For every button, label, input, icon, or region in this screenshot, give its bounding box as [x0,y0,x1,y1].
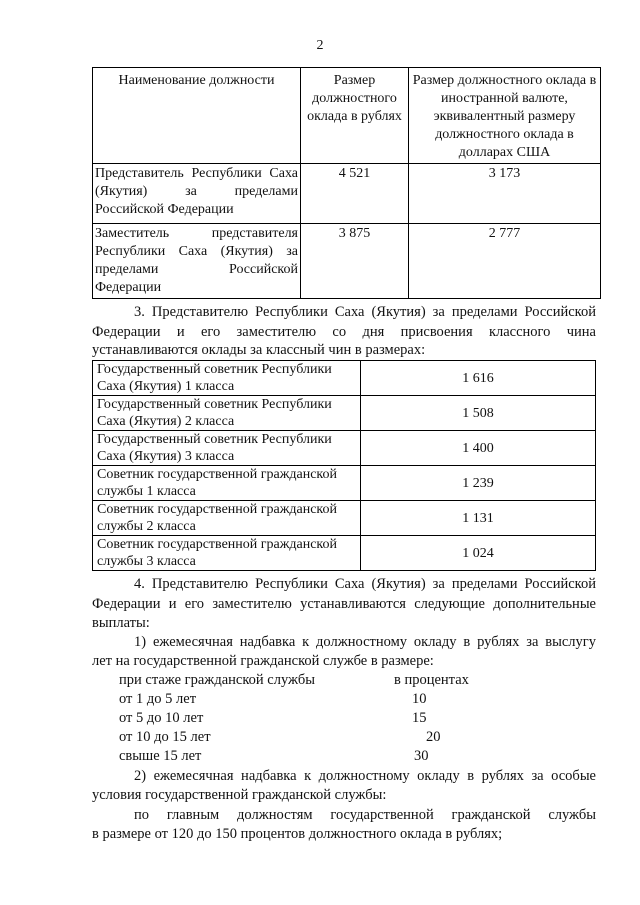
rank-value: 1 239 [361,466,596,501]
item-1-line-2: лет на государственной гражданской службе в размере: [92,653,434,669]
header-rub: Размер должностного оклада в рублях [301,68,409,164]
page-number: 2 [316,38,324,53]
table-row [93,396,596,431]
salary-usd: 3 173 [409,164,601,224]
table-row [93,164,601,224]
rank-name: Советник государственной гражданской службы 1 класса [93,466,361,501]
paragraph-3-line-3: устанавливаются оклады за классный чин в размерах: [92,342,426,358]
table-row [93,361,596,396]
seniority-range: свыше 15 лет [119,748,202,764]
rank-value: 1 616 [361,361,596,396]
header-usd: Размер должностного оклада в иностранной валюте, эквивалентный размеру должностного оклада в долларах США [409,68,601,164]
item-1-line-1: 1) ежемесячная надбавка к должностному окладу в рублях за выслугу [134,634,596,650]
item-2-line-2: условия государственной гражданской службы: [92,787,387,803]
seniority-range: от 10 до 15 лет [119,729,211,745]
salary-rub: 3 875 [301,224,409,299]
rank-value: 1 400 [361,431,596,466]
percent-header: в процентах [394,672,469,688]
salary-rub: 4 521 [301,164,409,224]
salary-table [92,67,601,299]
seniority-percent: 20 [426,729,441,745]
table-row [93,466,596,501]
position-name: Заместитель представителя Республики Саха (Якутия) за пределами Российской Федерации [93,224,301,299]
rank-value: 1 508 [361,396,596,431]
class-rank-table [92,360,596,571]
table-header-row [93,68,601,164]
paragraph-3-line-1: 3. Представителю Республики Саха (Якутия) за пределами Российской [134,304,596,320]
seniority-header: при стаже гражданской службы [119,672,315,688]
item-2-line-4: в размере от 120 до 150 процентов должностного оклада в рублях; [92,826,503,842]
rank-name: Государственный советник Республики Саха (Якутия) 2 класса [93,396,361,431]
table-row [93,431,596,466]
paragraph-4-line-3: выплаты: [92,615,150,631]
rank-value: 1 024 [361,536,596,571]
seniority-range: от 1 до 5 лет [119,691,197,707]
rank-value: 1 131 [361,501,596,536]
salary-usd: 2 777 [409,224,601,299]
seniority-percent: 30 [414,748,429,764]
table-row [93,224,601,299]
position-name: Представитель Республики Саха (Якутия) за пределами Российской Федерации [93,164,301,224]
item-2-line-3: по главным должностям государственной гражданской службы [134,807,596,823]
table-row [93,536,596,571]
paragraph-4-line-1: 4. Представителю Республики Саха (Якутия) за пределами Российской [134,576,596,592]
rank-name: Государственный советник Республики Саха (Якутия) 3 класса [93,431,361,466]
paragraph-4-line-2: Федерации и его заместителю устанавливаются следующие дополнительные [92,596,596,612]
seniority-percent: 15 [412,710,427,726]
item-2-line-1: 2) ежемесячная надбавка к должностному окладу в рублях за особые [134,768,596,784]
table-row [93,501,596,536]
header-position: Наименование должности [93,68,301,164]
seniority-percent: 10 [412,691,427,707]
rank-name: Государственный советник Республики Саха (Якутия) 1 класса [93,361,361,396]
rank-name: Советник государственной гражданской службы 3 класса [93,536,361,571]
seniority-range: от 5 до 10 лет [119,710,204,726]
paragraph-3-line-2: Федерации и его заместителю со дня присвоения классного чина [92,324,596,340]
rank-name: Советник государственной гражданской службы 2 класса [93,501,361,536]
